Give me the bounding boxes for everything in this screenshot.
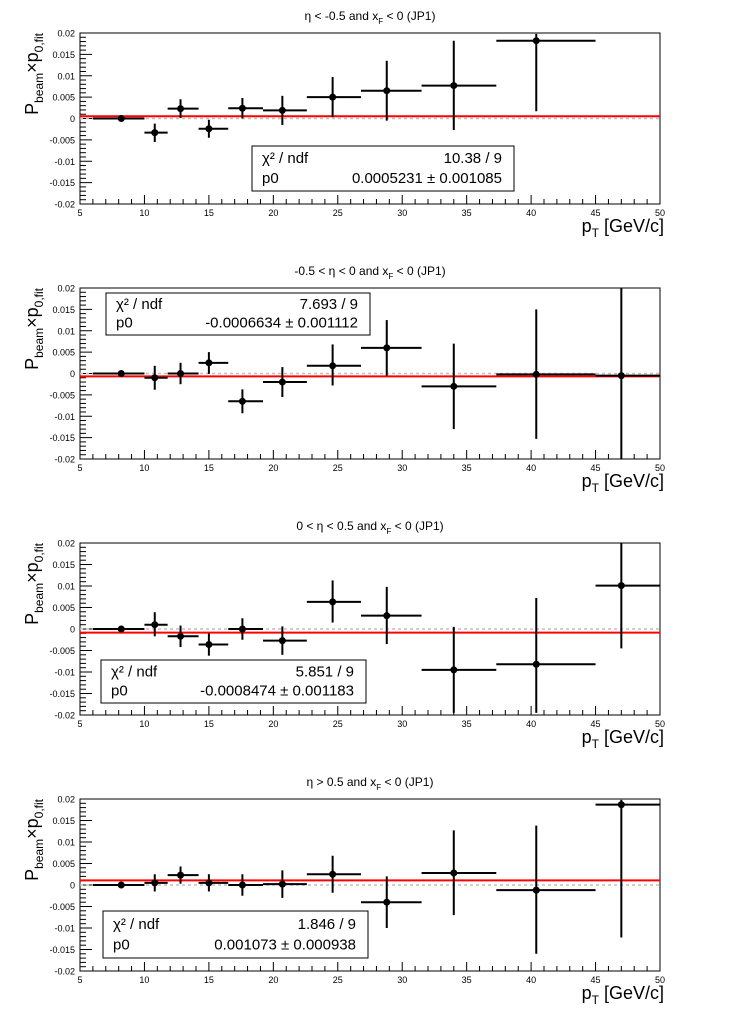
x-tick-label: 20: [268, 975, 279, 985]
chart-title: [307, 775, 434, 792]
chart-title-rest: < 0 (JP1): [381, 775, 434, 789]
chart-panel-4: [22, 775, 665, 1007]
data-marker: [533, 661, 540, 668]
data-point-4: [199, 352, 229, 374]
chi2-ndf-value: 10.38 / 9: [443, 150, 502, 168]
x-tick-label: 15: [203, 719, 214, 729]
data-marker: [383, 612, 390, 619]
x-tick-label: 5: [77, 208, 83, 218]
data-marker: [239, 398, 246, 405]
x-tick-label: 30: [397, 208, 408, 218]
y-axis-label-b: p: [22, 818, 42, 829]
p0-value: -0.0006634 ± 0.001112: [205, 314, 358, 332]
fit-stats-box: [106, 293, 370, 335]
y-axis-label-a-subscript: beam: [32, 582, 46, 613]
data-point-9: [422, 627, 497, 713]
data-point-6: [263, 870, 307, 898]
x-tick-label: 15: [203, 208, 214, 218]
data-point-8: [361, 876, 422, 928]
y-tick-label: 0.015: [52, 49, 75, 60]
x-tick-label: 10: [139, 719, 150, 729]
y-tick-label: 0.015: [52, 304, 75, 315]
y-axis-label-b-subscript: 0,fit: [32, 799, 46, 819]
data-marker: [151, 879, 158, 886]
y-axis-label-a: P: [22, 357, 42, 370]
data-point-3: [168, 363, 199, 384]
y-axis-label-a-subscript: beam: [32, 327, 46, 358]
data-marker: [239, 882, 246, 889]
data-point-7: [307, 580, 361, 622]
data-point-8: [361, 587, 422, 644]
x-tick-label: 35: [461, 975, 472, 985]
chi2-ndf-label: χ² / ndf: [262, 150, 309, 168]
data-marker: [533, 371, 540, 378]
chart-title-main: η > 0.5 and x: [306, 775, 377, 789]
x-tick-label: 30: [397, 719, 408, 729]
data-marker: [329, 362, 336, 369]
y-axis-label-b-subscript: 0,fit: [32, 543, 46, 563]
chi2-ndf-label: χ² / ndf: [116, 295, 163, 313]
data-marker: [329, 871, 336, 878]
chart-title-main: -0.5 < η < 0 and x: [294, 264, 389, 278]
data-marker: [239, 626, 246, 633]
y-axis-label-a: P: [22, 102, 42, 115]
data-marker: [177, 370, 184, 377]
data-point-10: [496, 34, 595, 111]
chart-panel-3: [22, 519, 665, 751]
data-marker: [205, 125, 212, 132]
x-axis-label-unit: [GeV/c]: [598, 983, 664, 1003]
chi2-ndf-value: 7.693 / 9: [299, 295, 358, 313]
y-tick-label: 0: [69, 114, 75, 124]
y-axis-label: [22, 32, 46, 115]
y-tick-label: -0.015: [49, 433, 75, 444]
y-tick-label: -0.005: [49, 902, 75, 912]
data-marker: [618, 372, 625, 379]
y-tick-label: 0.02: [57, 538, 75, 549]
data-point-4: [199, 874, 229, 891]
x-tick-label: 35: [461, 208, 472, 218]
y-axis-label-b: p: [22, 562, 42, 573]
x-tick-label: 25: [332, 975, 343, 985]
y-axis-label-times: ×: [22, 828, 42, 839]
data-marker: [177, 633, 184, 640]
data-point-9: [422, 344, 497, 430]
y-tick-label: -0.02: [54, 454, 75, 465]
data-point-5: [228, 389, 263, 413]
data-marker: [118, 882, 125, 889]
x-axis-label: [582, 983, 664, 1007]
p0-label: p0: [116, 314, 133, 332]
data-marker: [118, 370, 125, 377]
y-tick-label: -0.005: [49, 390, 75, 401]
y-tick-label: 0.015: [52, 560, 75, 570]
y-axis-label-b-subscript: 0,fit: [32, 33, 46, 53]
y-axis-label-a: P: [22, 612, 42, 625]
x-tick-label: 35: [461, 719, 472, 729]
x-tick-label: 45: [590, 719, 601, 729]
fit-stats-box: [252, 146, 514, 191]
y-axis-label-times: ×: [22, 572, 42, 583]
x-axis-label-main: p: [581, 216, 592, 236]
x-tick-label: 10: [139, 208, 150, 218]
x-axis-label-main: p: [581, 727, 592, 747]
data-point-4: [199, 633, 229, 655]
x-tick-label: 5: [77, 463, 83, 473]
data-marker: [279, 107, 286, 114]
y-axis-label: [22, 798, 46, 881]
y-axis-label: [22, 542, 46, 625]
y-tick-label: -0.005: [49, 135, 75, 146]
data-marker: [450, 383, 457, 390]
p0-value: -0.0008474 ± 0.001183: [200, 682, 354, 700]
y-axis-label-a-subscript: beam: [32, 72, 46, 103]
chart-title-rest: < 0 (JP1): [391, 519, 444, 533]
chi2-ndf-label: χ² / ndf: [111, 663, 158, 681]
y-tick-label: 0.005: [52, 603, 75, 613]
data-point-2: [144, 874, 167, 891]
y-tick-label: -0.01: [54, 411, 75, 422]
x-tick-label: 30: [397, 463, 408, 473]
data-point-9: [422, 830, 497, 915]
y-axis-label-times: ×: [22, 62, 42, 73]
data-point-10: [496, 826, 595, 954]
x-tick-label: 15: [203, 975, 214, 985]
p0-label: p0: [113, 936, 130, 954]
x-tick-label: 50: [654, 463, 666, 473]
x-tick-label: 5: [77, 975, 83, 985]
data-marker: [177, 872, 184, 879]
x-tick-label: 25: [332, 208, 343, 218]
data-marker: [383, 899, 390, 906]
data-point-7: [307, 77, 361, 117]
x-axis-label-subscript: T: [591, 993, 599, 1007]
data-marker: [205, 359, 212, 366]
x-axis-label-main: p: [581, 983, 592, 1003]
data-marker: [450, 82, 457, 89]
data-point-8: [361, 61, 422, 121]
x-tick-label: 40: [526, 975, 537, 985]
x-tick-label: 45: [590, 463, 601, 473]
data-point-4: [199, 120, 229, 138]
y-tick-label: -0.01: [54, 667, 75, 678]
y-tick-label: -0.01: [54, 156, 75, 167]
chart-title: [296, 519, 443, 536]
x-tick-label: 20: [268, 463, 279, 473]
x-tick-label: 35: [461, 463, 472, 473]
data-marker: [618, 801, 625, 808]
chart-title: [305, 9, 436, 26]
x-tick-label: 10: [139, 975, 150, 985]
x-axis-label-unit: [GeV/c]: [598, 471, 664, 491]
data-point-2: [144, 366, 167, 390]
data-marker: [151, 374, 158, 381]
y-tick-label: 0: [69, 880, 75, 891]
data-marker: [533, 37, 540, 44]
y-tick-label: 0: [69, 624, 75, 635]
x-axis-label: [582, 216, 664, 240]
data-marker: [383, 87, 390, 94]
y-tick-label: 0.015: [52, 816, 75, 826]
data-marker: [279, 637, 286, 644]
data-point-5: [228, 874, 263, 896]
y-axis-label-b: p: [22, 307, 42, 318]
data-point-1: [93, 882, 145, 889]
data-point-6: [263, 626, 307, 654]
p0-value: 0.0005231 ± 0.001085: [351, 169, 502, 187]
data-marker: [205, 879, 212, 886]
x-tick-label: 40: [526, 463, 537, 473]
chart-title: [294, 264, 445, 281]
chi2-ndf-value: 1.846 / 9: [297, 915, 356, 933]
data-marker: [450, 666, 457, 673]
data-point-2: [144, 124, 167, 142]
chart-title-rest: < 0 (JP1): [393, 264, 446, 278]
chart-title-rest: < 0 (JP1): [383, 9, 436, 23]
chart-title-subscript: F: [376, 783, 382, 792]
x-axis-label: [582, 727, 664, 751]
chart-panel-2: [22, 264, 665, 495]
x-tick-label: 40: [526, 208, 537, 218]
fit-stats-box: [101, 660, 366, 703]
chart-title-subscript: F: [378, 17, 384, 26]
y-tick-label: 0.02: [57, 794, 75, 805]
data-marker: [618, 582, 625, 589]
y-tick-label: 0.005: [52, 859, 75, 869]
y-tick-label: -0.02: [54, 199, 75, 210]
x-tick-label: 45: [590, 208, 601, 218]
x-axis-label-subscript: T: [591, 226, 599, 240]
data-marker: [118, 626, 125, 633]
data-marker: [151, 129, 158, 136]
data-marker: [533, 887, 540, 894]
data-point-10: [496, 598, 595, 713]
x-tick-label: 20: [268, 719, 279, 729]
y-tick-label: 0.01: [57, 581, 75, 592]
y-tick-label: -0.015: [49, 945, 75, 955]
y-tick-label: 0.01: [57, 837, 75, 848]
data-marker: [329, 598, 336, 605]
data-point-3: [168, 99, 199, 118]
data-marker: [279, 379, 286, 386]
data-point-11: [596, 800, 660, 938]
y-axis-label-times: ×: [22, 317, 42, 328]
data-point-5: [228, 618, 263, 640]
data-point-6: [263, 367, 307, 397]
y-tick-label: 0.005: [52, 92, 75, 103]
x-tick-label: 5: [77, 719, 83, 729]
y-axis-label-b-subscript: 0,fit: [32, 288, 46, 308]
y-tick-label: -0.015: [49, 689, 75, 699]
data-marker: [239, 105, 246, 112]
y-tick-label: 0.01: [57, 71, 75, 82]
x-axis-label-main: p: [581, 471, 592, 491]
chart-title-subscript: F: [388, 272, 394, 281]
chi2-ndf-value: 5.851 / 9: [295, 663, 354, 681]
p0-label: p0: [262, 169, 279, 187]
y-tick-label: -0.02: [54, 966, 75, 977]
data-marker: [205, 641, 212, 648]
x-axis-label-subscript: T: [591, 481, 599, 495]
y-tick-label: 0.02: [57, 283, 75, 294]
chi2-ndf-label: χ² / ndf: [113, 915, 160, 933]
x-tick-label: 50: [654, 719, 666, 729]
y-tick-label: 0.005: [52, 347, 75, 358]
data-marker: [118, 115, 125, 122]
y-tick-label: -0.005: [49, 646, 75, 656]
x-tick-label: 50: [654, 208, 666, 218]
x-axis-label-unit: [GeV/c]: [598, 727, 664, 747]
y-tick-label: 0.02: [57, 28, 75, 39]
y-tick-label: -0.02: [54, 710, 75, 721]
x-axis-label-subscript: T: [591, 737, 599, 751]
x-axis-label: [582, 471, 664, 495]
y-tick-label: 0.01: [57, 326, 75, 337]
data-point-7: [307, 856, 361, 893]
y-tick-label: 0: [69, 369, 75, 379]
data-point-7: [307, 344, 361, 385]
y-tick-label: -0.015: [49, 178, 75, 189]
x-tick-label: 40: [526, 719, 537, 729]
chart-panel-1: [22, 9, 665, 240]
x-axis-label-unit: [GeV/c]: [598, 216, 664, 236]
data-point-10: [496, 309, 595, 439]
y-axis-label: [22, 287, 46, 370]
chart-title-main: 0 < η < 0.5 and x: [296, 519, 387, 533]
data-marker: [329, 94, 336, 101]
data-marker: [151, 621, 158, 628]
data-marker: [177, 105, 184, 112]
y-axis-label-b: p: [22, 52, 42, 63]
x-tick-label: 10: [139, 463, 150, 473]
x-tick-label: 45: [590, 975, 601, 985]
x-tick-label: 50: [654, 975, 666, 985]
x-tick-label: 15: [203, 463, 214, 473]
data-marker: [383, 344, 390, 351]
p0-label: p0: [111, 682, 128, 700]
x-tick-label: 25: [332, 463, 343, 473]
x-tick-label: 30: [397, 975, 408, 985]
y-axis-label-a-subscript: beam: [32, 838, 46, 869]
data-point-1: [93, 626, 145, 633]
data-point-6: [263, 96, 307, 125]
data-marker: [450, 869, 457, 876]
x-tick-label: 20: [268, 208, 279, 218]
y-tick-label: -0.01: [54, 923, 75, 934]
chart-title-subscript: F: [386, 527, 392, 536]
data-marker: [279, 881, 286, 888]
p0-value: 0.001073 ± 0.000938: [214, 936, 356, 954]
y-axis-label-a: P: [22, 868, 42, 881]
chart-title-main: η < -0.5 and x: [304, 9, 379, 23]
x-tick-label: 25: [332, 719, 343, 729]
fit-stats-box: [103, 911, 368, 958]
